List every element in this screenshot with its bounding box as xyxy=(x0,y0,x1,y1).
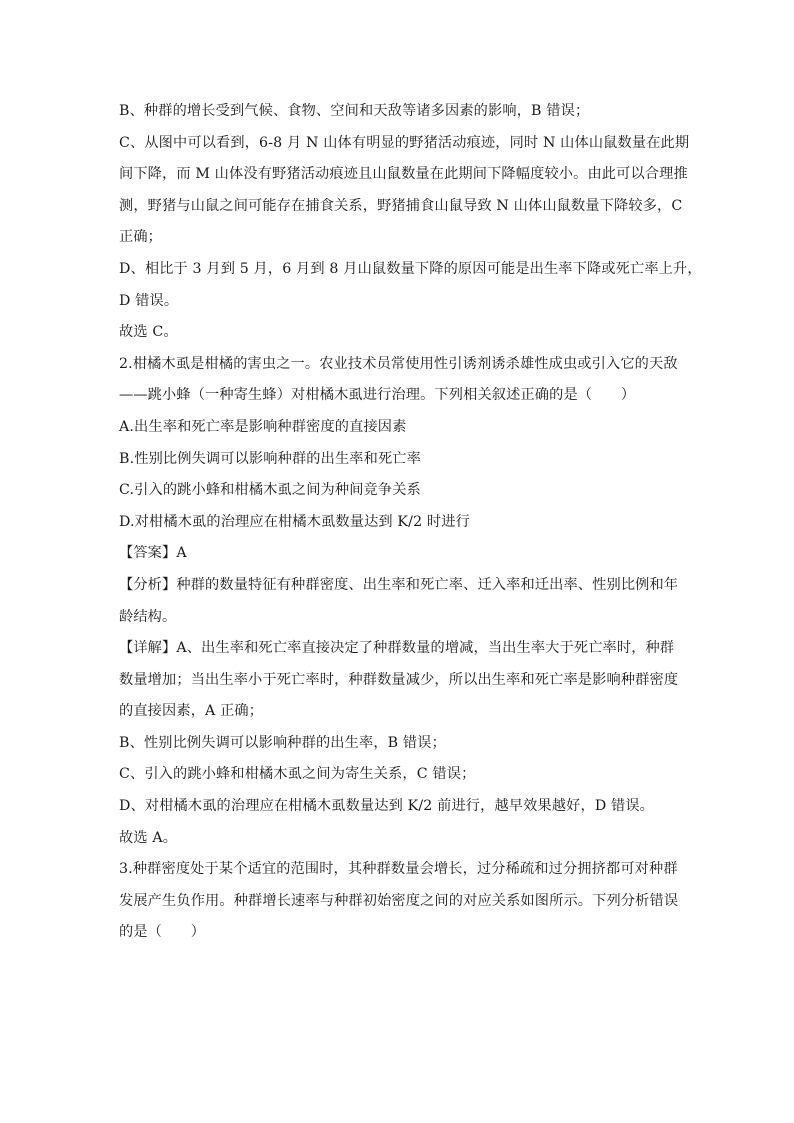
analysis-line: 【分析】种群的数量特征有种群密度、出生率和死亡率、迁入率和迁出率、性别比例和年 xyxy=(119,576,679,593)
explanation-line: D、对柑橘木虱的治理应在柑橘木虱数量达到 K/2 前进行，越早效果越好，D 错误。 xyxy=(119,798,655,815)
document-page xyxy=(119,96,702,949)
text-line: 测，野猪与山鼠之间可能存在捕食关系，野猪捕食山鼠导致 N 山体山鼠数量下降较多，C xyxy=(119,197,683,214)
text-line: B、种群的增长受到气候、食物、空间和天敌等诸多因素的影响，B 错误； xyxy=(119,103,590,119)
option-a: A.出生率和死亡率是影响种群密度的直接因素 xyxy=(119,418,407,435)
question-stem: 的是（ ） xyxy=(119,924,206,941)
question-stem: 2.柑橘木虱是柑橘的害虫之一。农业技术员常使用性引诱剂诱杀雄性成虫或引入它的天敌 xyxy=(119,355,678,372)
text-line: C、从图中可以看到，6-8 月 N 山体有明显的野猪活动痕迹，同时 N 山体山鼠数量在此期 xyxy=(119,134,690,151)
option-c: C.引入的跳小蜂和柑橘木虱之间为种间竞争关系 xyxy=(119,482,421,499)
explanation-line: C、引入的跳小蜂和柑橘木虱之间为寄生关系，C 错误； xyxy=(119,766,476,783)
question-stem: ——跳小蜂（一种寄生蜂）对柑橘木虱进行治理。下列相关叙述正确的是（ ） xyxy=(119,387,636,404)
answer-line: 【答案】A xyxy=(119,545,187,562)
option-d: D.对柑橘木虱的治理应在柑橘木虱数量达到 K/2 时进行 xyxy=(119,513,470,530)
explanation-line: 【详解】A、出生率和死亡率直接决定了种群数量的增减，当出生率大于死亡率时，种群 xyxy=(119,640,675,657)
question-stem: 发展产生负作用。种群增长速率与种群初始密度之间的对应关系如图所示。下列分析错误 xyxy=(119,892,679,909)
text-line: 间下降，而 M 山体没有野猪活动痕迹且山鼠数量在此期间下降幅度较小。由此可以合理推 xyxy=(119,166,688,183)
explanation-line: 数量增加；当出生率小于死亡率时，种群数量减少，所以出生率和死亡率是影响种群密度 xyxy=(119,671,679,688)
text-line: 正确； xyxy=(119,229,163,246)
question-stem: 3.种群密度处于某个适宜的范围时，其种群数量会增长，过分稀疏和过分拥挤都可对种群 xyxy=(119,861,678,878)
option-b: B.性别比例失调可以影响种群的出生率和死亡率 xyxy=(119,450,421,467)
analysis-line: 龄结构。 xyxy=(119,608,177,625)
text-line: D、相比于 3 月到 5 月，6 月到 8 月山鼠数量下降的原因可能是出生率下降或死亡率上升， xyxy=(119,260,702,277)
text-line: 故选 C。 xyxy=(119,324,178,341)
explanation-line: B、性别比例失调可以影响种群的出生率，B 错误； xyxy=(119,734,446,751)
text-line: 故选 A。 xyxy=(119,829,178,846)
text-line: D 错误。 xyxy=(119,292,179,309)
explanation-line: 的直接因素，A 正确； xyxy=(119,703,264,720)
